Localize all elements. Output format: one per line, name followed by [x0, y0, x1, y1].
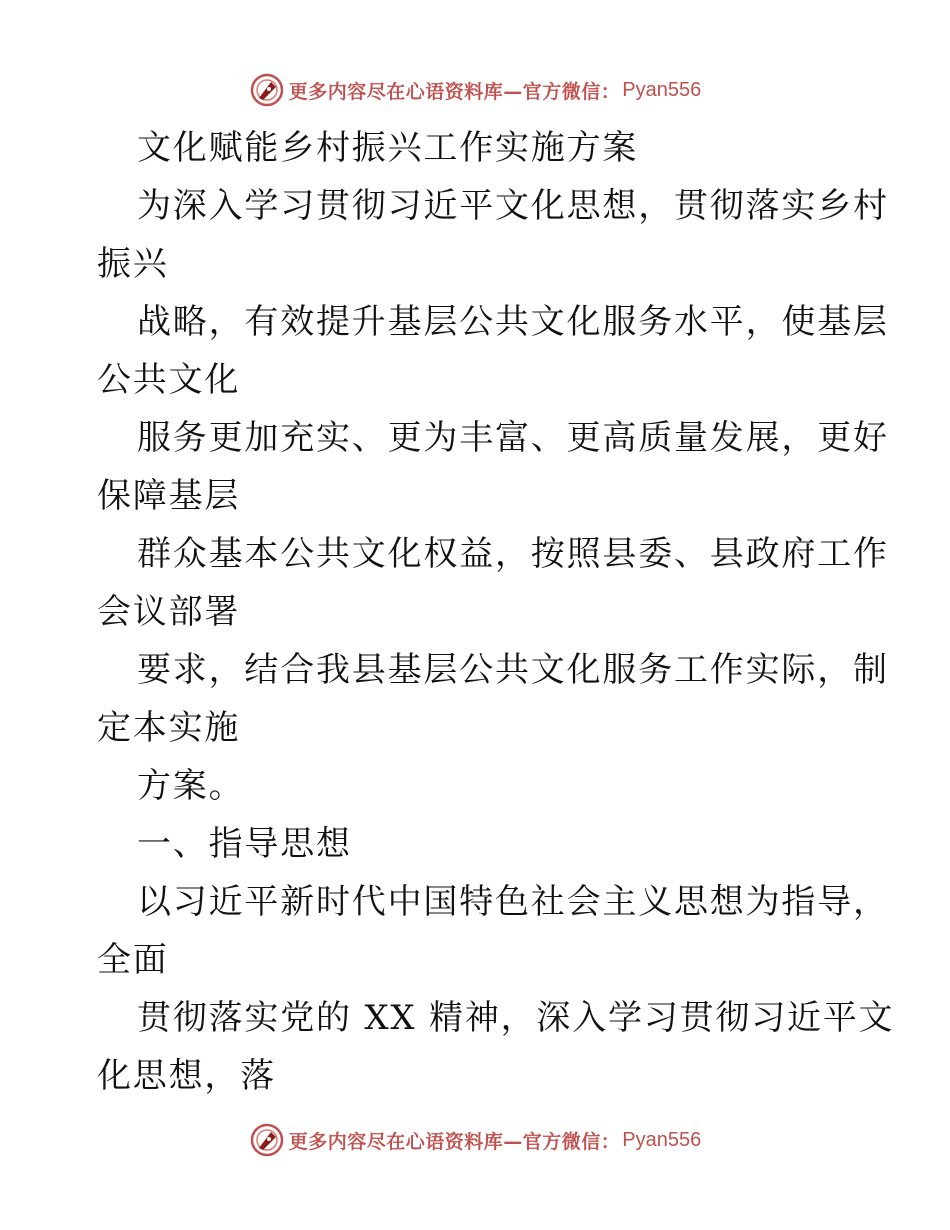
document-line: 服务更加充实、更为丰富、更高质量发展，更好 — [137, 418, 889, 458]
document-line: 一、指导思想 — [137, 824, 352, 864]
footer-watermark — [0, 1120, 950, 1160]
document-line: 保障基层 — [97, 476, 241, 516]
document-line: 文化赋能乡村振兴工作实施方案 — [137, 128, 639, 168]
document-line: 会议部署 — [97, 592, 241, 632]
document-line: 为深入学习贯彻习近平文化思想，贯彻落实乡村 — [137, 186, 889, 226]
document-body — [97, 119, 895, 1105]
watermark-handle: Pyan556 — [622, 1128, 702, 1151]
watermark-text: 更多内容尽在心语资料库—官方微信： — [288, 80, 621, 103]
document-line: 战略，有效提升基层公共文化服务水平，使基层 — [137, 302, 889, 342]
document-line: 方案。 — [137, 766, 245, 806]
watermark-handle: Pyan556 — [622, 78, 702, 101]
document-line: 振兴 — [97, 244, 169, 284]
document-line: 公共文化 — [97, 360, 241, 400]
document-line: 定本实施 — [97, 708, 241, 748]
document-line: 化思想，落 — [97, 1056, 276, 1096]
document-line: 群众基本公共文化权益，按照县委、县政府工作 — [137, 534, 889, 574]
header-watermark — [0, 70, 950, 110]
document-line: 以习近平新时代中国特色社会主义思想为指导， — [137, 882, 889, 922]
document-line: 全面 — [97, 940, 169, 980]
document-line: 要求，结合我县基层公共文化服务工作实际，制 — [137, 650, 889, 690]
watermark-text: 更多内容尽在心语资料库—官方微信： — [288, 1130, 621, 1153]
document-line: 贯彻落实党的 XX 精神，深入学习贯彻习近平文 — [137, 998, 895, 1038]
pen-nib-logo-icon — [249, 72, 285, 108]
pen-nib-logo-icon — [249, 1122, 285, 1158]
